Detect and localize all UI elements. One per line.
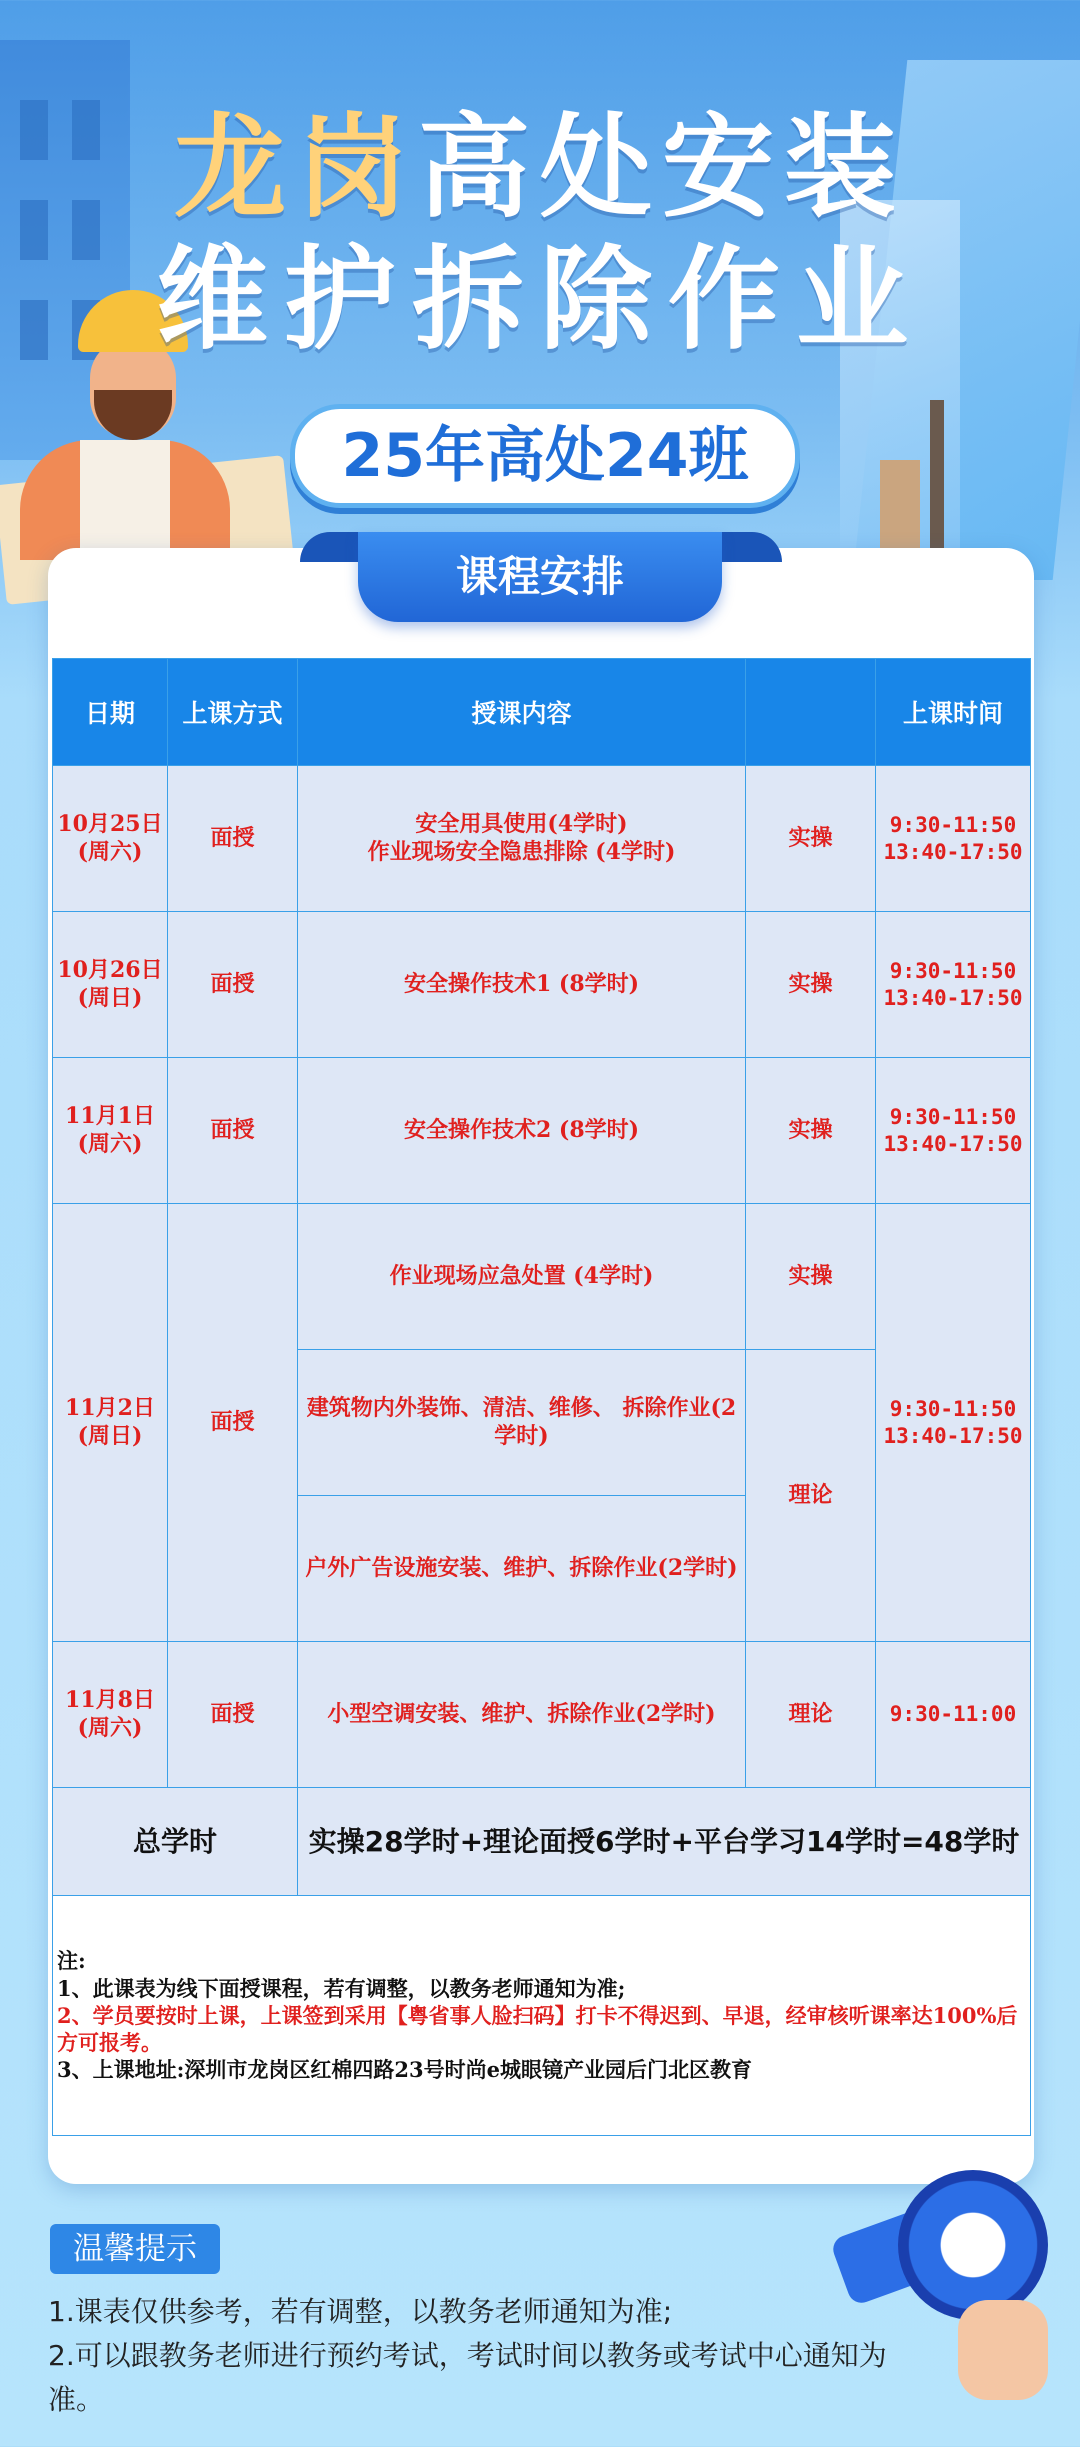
table-header-row bbox=[53, 659, 1031, 766]
table-row bbox=[53, 1642, 1031, 1788]
utility-pole-decoration bbox=[930, 400, 944, 550]
tip-item: 1.课表仅供参考，若有调整，以教务老师通知为准; bbox=[48, 2295, 673, 2328]
notes-row bbox=[53, 1896, 1031, 2136]
header-date: 日期 bbox=[53, 659, 168, 766]
note-item: 3、上课地址:深圳市龙岗区红棉四路23号时尚e城眼镜产业园后门北区教育 bbox=[57, 2057, 752, 2083]
header-time: 上课时间 bbox=[876, 659, 1031, 766]
cell-type: 实操 bbox=[746, 1058, 876, 1204]
header-mode: 上课方式 bbox=[168, 659, 298, 766]
cell-content: 安全用具使用(4学时) 作业现场安全隐患排除 (4学时) bbox=[298, 766, 746, 912]
header-content: 授课内容 bbox=[298, 659, 746, 766]
tips-tag: 温馨提示 bbox=[50, 2224, 220, 2274]
cell-content: 作业现场应急处置 (4学时) bbox=[298, 1204, 746, 1350]
total-label: 总学时 bbox=[53, 1788, 298, 1896]
schedule-tab-title: 课程安排 bbox=[358, 532, 722, 622]
cell-date: 11月8日 (周六) bbox=[53, 1642, 168, 1788]
cell-mode: 面授 bbox=[168, 1642, 298, 1788]
cell-content: 安全操作技术1 (8学时) bbox=[298, 912, 746, 1058]
cell-mode: 面授 bbox=[168, 912, 298, 1058]
cell-type: 实操 bbox=[746, 766, 876, 912]
schedule-table bbox=[52, 658, 1031, 2136]
page-title-line1 bbox=[0, 103, 1080, 233]
utility-box-decoration bbox=[880, 460, 920, 550]
cell-content: 安全操作技术2 (8学时) bbox=[298, 1058, 746, 1204]
header-type bbox=[746, 659, 876, 766]
cell-date: 11月1日 (周六) bbox=[53, 1058, 168, 1204]
cell-time: 9:30-11:50 13:40-17:50 bbox=[876, 912, 1031, 1058]
table-row bbox=[53, 912, 1031, 1058]
total-row bbox=[53, 1788, 1031, 1896]
tab-ear-right bbox=[722, 532, 782, 562]
note-item: 1、此课表为线下面授课程，若有调整，以教务老师通知为准; bbox=[57, 1975, 626, 2001]
cell-type: 实操 bbox=[746, 912, 876, 1058]
table-row bbox=[53, 766, 1031, 912]
notes-cell bbox=[53, 1896, 1031, 2136]
table-row bbox=[53, 1058, 1031, 1204]
cell-content: 小型空调安装、维护、拆除作业(2学时) bbox=[298, 1642, 746, 1788]
total-value: 实操28学时+理论面授6学时+平台学习14学时=48学时 bbox=[298, 1788, 1031, 1896]
page-title-line2: 维护拆除作业 bbox=[156, 235, 924, 365]
class-name-badge: 25年高处24班 bbox=[290, 404, 800, 508]
cell-type: 理论 bbox=[746, 1350, 876, 1642]
notes-heading: 注: bbox=[57, 1948, 86, 1974]
tab-ear-left bbox=[300, 532, 360, 562]
cell-time: 9:30-11:50 13:40-17:50 bbox=[876, 766, 1031, 912]
cell-time: 9:30-11:50 13:40-17:50 bbox=[876, 1204, 1031, 1642]
table-row bbox=[53, 1204, 1031, 1350]
title-rest: 高处安装 bbox=[418, 103, 906, 233]
tip-item: 2.可以跟教务老师进行预约考试，考试时间以教务或考试中心通知为准。 bbox=[48, 2339, 887, 2416]
cell-content: 户外广告设施安装、维护、拆除作业(2学时) bbox=[298, 1496, 746, 1642]
title-highlight: 龙岗 bbox=[174, 103, 418, 233]
cell-mode: 面授 bbox=[168, 1058, 298, 1204]
cell-content: 建筑物内外装饰、清洁、维修、 拆除作业(2学时) bbox=[298, 1350, 746, 1496]
cell-date: 10月25日 (周六) bbox=[53, 766, 168, 912]
cell-date: 10月26日 (周日) bbox=[53, 912, 168, 1058]
cell-mode: 面授 bbox=[168, 1204, 298, 1642]
cell-time: 9:30-11:50 13:40-17:50 bbox=[876, 1058, 1031, 1204]
cell-type: 理论 bbox=[746, 1642, 876, 1788]
cell-time: 9:30-11:00 bbox=[876, 1642, 1031, 1788]
note-item-highlight: 2、学员要按时上课，上课签到采用【粤省事人脸扫码】打卡不得迟到、早退，经审核听课率达100%后方可报考。 bbox=[57, 2002, 1018, 2056]
megaphone-icon bbox=[838, 2150, 1058, 2350]
cell-date: 11月2日 (周日) bbox=[53, 1204, 168, 1642]
tips-text bbox=[48, 2290, 888, 2422]
cell-mode: 面授 bbox=[168, 766, 298, 912]
cell-type: 实操 bbox=[746, 1204, 876, 1350]
